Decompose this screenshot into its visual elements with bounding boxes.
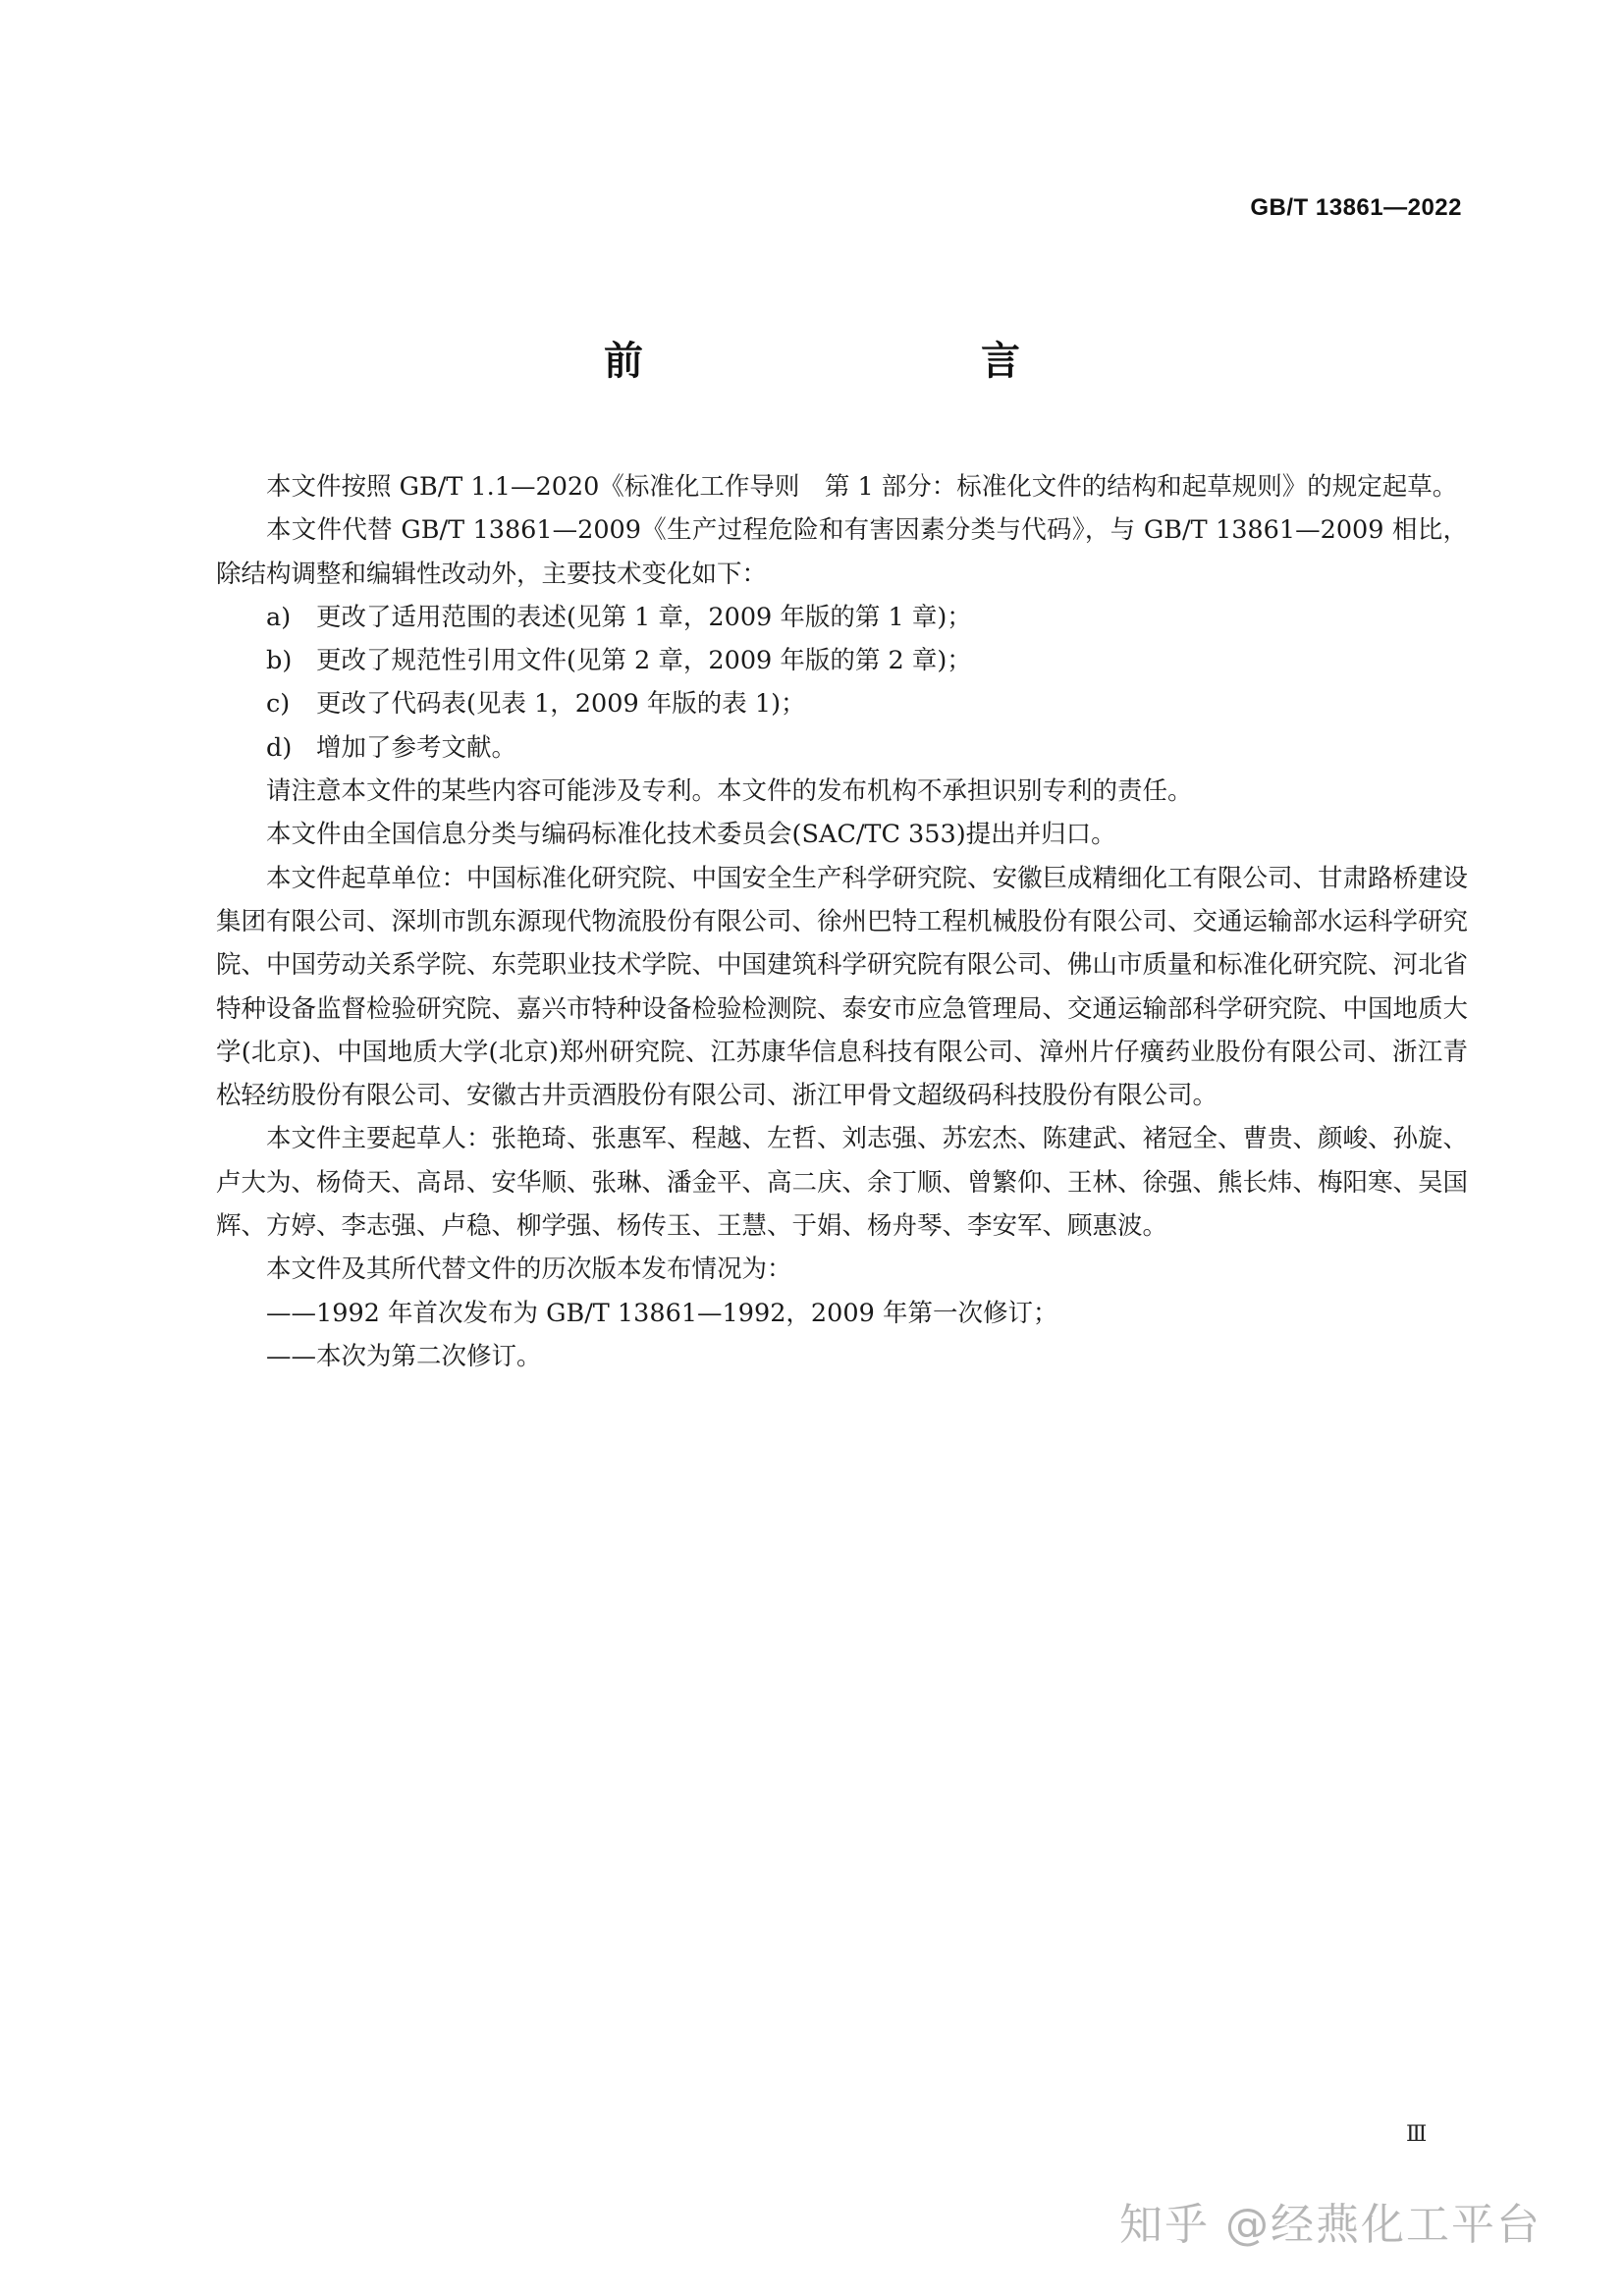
paragraph-patent-notice: 请注意本文件的某些内容可能涉及专利。本文件的发布机构不承担识别专利的责任。 bbox=[266, 776, 1193, 807]
paragraph-drafting-units: 本文件起草单位：中国标准化研究院、中国安全生产科学研究院、安徽巨成精细化工有限公司、甘肃路桥建设集团有限公司、深圳市凯东源现代物流股份有限公司、徐州巴特工程机械股份有限公司、交通运输部水运科学研究院、中国劳动关系学院、东莞职业技术学院、中国建筑科学研究院有限公司、佛山市质量和标准化研究院、河北省特种设备监督检验研究院、嘉兴市特种设备检验检测院、泰安市应急管理局、交通运输部科学研究院、中国地质大学(北京)、中国地质大学(北京)郑州研究院、江苏康华信息科技有限公司、漳州片仔癀药业股份有限公司、浙江青松轻纺股份有限公司、安徽古井贡酒股份有限公司、浙江甲骨文超级码科技股份有限公司。 bbox=[216, 863, 1469, 1111]
list-marker: b) bbox=[266, 646, 293, 676]
watermark: 知乎 @经燕化工平台 bbox=[1119, 2200, 1542, 2250]
history-item-second-revision: ——本次为第二次修订。 bbox=[266, 1341, 542, 1371]
list-item-text: 更改了规范性引用文件(见第 2 章，2009 年版的第 2 章)； bbox=[316, 646, 972, 676]
page-title: 前 言 bbox=[604, 339, 1107, 384]
list-item-change-d bbox=[216, 726, 1468, 770]
paragraph-drafters: 本文件主要起草人：张艳琦、张惠军、程越、左哲、刘志强、苏宏杰、陈建武、褚冠全、曹贵、颜峻、孙旋、卢大为、杨倚天、高昂、安华顺、张琳、潘金平、高二庆、余丁顺、曾繁仰、王林、徐强、熊长炜、梅阳寒、吴国辉、方婷、李志强、卢稳、柳学强、杨传玉、王慧、于娟、杨舟琴、李安军、顾惠波。 bbox=[216, 1124, 1469, 1242]
page-number: Ⅲ bbox=[1406, 2122, 1428, 2147]
standard-code: GB/T 13861—2022 bbox=[1250, 194, 1462, 221]
paragraph-replacement: 本文件代替 GB/T 13861—2009《生产过程危险和有害因素分类与代码》，与 GB/T 13861—2009 相比，除结构调整和编辑性改动外，主要技术变化如下： bbox=[216, 515, 1468, 589]
history-item-first-release: ——1992 年首次发布为 GB/T 13861—1992，2009 年第一次修订； bbox=[266, 1298, 1058, 1328]
list-marker: c) bbox=[266, 689, 291, 720]
list-item-text: 增加了参考文献。 bbox=[316, 732, 517, 763]
preface-body bbox=[216, 465, 1468, 1378]
list-item-change-b bbox=[216, 639, 1468, 682]
paragraph-drafting-rule: 本文件按照 GB/T 1.1—2020《标准化工作导则 第 1 部分：标准化文件的结构和起草规则》的规定起草。 bbox=[266, 472, 1458, 502]
list-item-text: 更改了代码表(见表 1，2009 年版的表 1)； bbox=[316, 689, 806, 720]
list-item-change-c bbox=[216, 682, 1468, 725]
list-item-change-a bbox=[216, 596, 1468, 639]
paragraph-proposer: 本文件由全国信息分类与编码标准化技术委员会(SAC/TC 353)提出并归口。 bbox=[266, 820, 1116, 850]
list-item-text: 更改了适用范围的表述(见第 1 章，2009 年版的第 1 章)； bbox=[316, 602, 972, 632]
paragraph-version-history: 本文件及其所代替文件的历次版本发布情况为： bbox=[266, 1255, 792, 1285]
list-marker: a) bbox=[266, 602, 292, 632]
list-marker: d) bbox=[266, 732, 293, 763]
